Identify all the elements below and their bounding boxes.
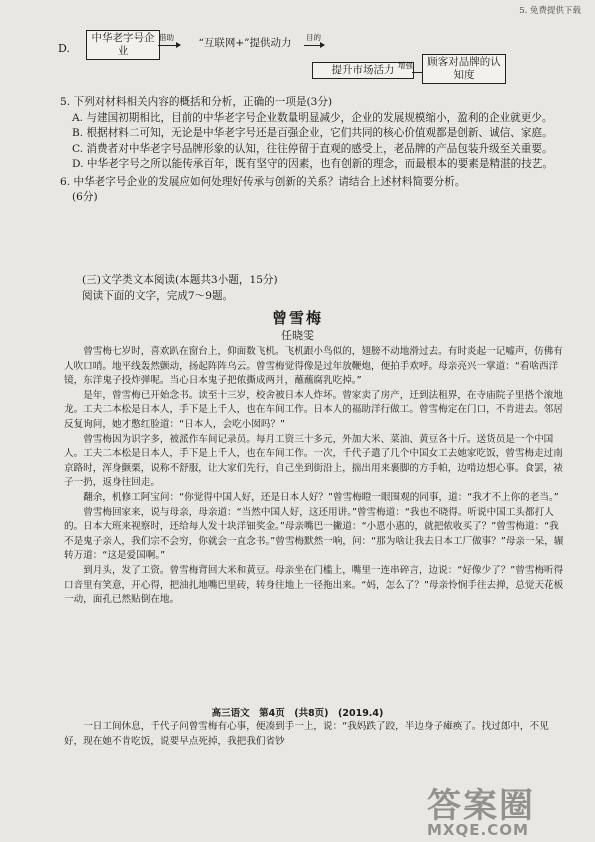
question-6-stem: 6. 中华老字号企业的发展应如何处理好传承与创新的关系？请结合上述材料简要分析。 — [60, 175, 466, 188]
question-5-stem: 5. 下列对材料相关内容的概括和分析，正确的一项是(3分) — [60, 96, 333, 108]
question-5 — [60, 95, 565, 206]
question-5-option-d: D. 中华老字号之所以能传承百年，既有坚守的因素，也有创新的理念，而最根本的要素是精湛的技艺。 — [72, 158, 553, 170]
flow-diagram — [58, 30, 546, 100]
section-header — [82, 273, 562, 304]
story-continuation — [64, 720, 567, 749]
question-5-option-b: B. 根据材料二可知，无论是中华老字号还是百强企业，它们共同的核心价值观都是创新、诚信、家庭。 — [72, 127, 553, 139]
top-note: 5. 免费提供下载 — [519, 6, 581, 16]
story-paragraph: 曾雪梅七岁时，喜欢趴在窗台上，仰面数飞机。飞机跟小鸟似的，翅膀不动地滑过去。有时炎起一记嘘声，仿佛有人吹口哨。地平线轰然颤动，扬起阵阵乌云。曾雪梅觉得像是过年放鞭炮，便拍手欢呼。母亲亮兴一掌道：“看啥西洋镜，东洋鬼子投炸弹呢。当心日本鬼子把侬撕成两爿，蘸蘸腐乳吃掉。” — [64, 346, 563, 387]
flow-label-enhance: 增强 — [398, 61, 413, 70]
flow-arrow-2 — [304, 45, 324, 46]
flow-box-market: 提升市场活力 — [312, 62, 414, 79]
story-paragraph: 到月头，发了工资。曾雪梅背回大米和黄豆。母亲坐在门槛上，嘴里一连串碎言，边说：“好像少了？”曾雪梅听得口音里有笑意，开心得，把油扎地嘴巴里砖，转身往地上一径拖出来。“妈，怎么了？”母亲怜悯手往去掸，总觉天花板一动，面孔已然贴倒在地。 — [64, 564, 564, 606]
flow-label-goal: 目的 — [306, 33, 321, 42]
story-title: 曾雪梅 — [271, 309, 323, 327]
watermark-title: 答案圈 — [427, 786, 535, 826]
flow-box-internet: “互联网+”提供动力 — [198, 37, 292, 49]
section-heading: (三)文学类文本阅读(本题共3小题，15分) — [82, 274, 278, 286]
flow-box-enterprise: 中华老字号企业 — [86, 30, 160, 60]
story-paragraph: 翻余，机修工阿宝问：“你觉得中国人好，还是日本人好？”曾雪梅瞪一眼围观的同事，道：“我才不上你的老当。” — [83, 491, 559, 503]
flow-label-via: 借助 — [159, 33, 174, 42]
story-author: 任晓雯 — [281, 329, 314, 342]
question-5-option-c: C. 消费者对中华老字号品牌形象的认知，往往停留于直观的感受上，老品牌的产品包装升级至关重要。 — [72, 142, 553, 155]
story-paragraph: 是年，曾雪梅已开始念书。读至十三岁，校舍被日本人炸坏。曾家卖了房产，迁到法租界，在寺庙院子里搭个滚地龙。工夫二本松是日本人，手下是上千人，也在车间工作。日本人的福助洋行做工。曾雪梅定在门口，不肯进去。邻居反复询问，她才憋红脸道：“日本人，会吃小囡吗？” — [64, 389, 563, 430]
flow-box-brand: 顾客对品牌的认知度 — [422, 54, 506, 84]
question-6-score: (6分) — [72, 191, 98, 203]
watermark-url: MXQE.COM — [427, 821, 529, 839]
story-paragraph: 曾雪梅因为识字多，被派作车间记录员。每月工资三十多元，外加大米、菜油、黄豆各十斤。送货员是一个中国人。工夫二本松是日本人，手下是上千人，也在车间工作。一次，千代子遣了几个中国女工去她家吃饭，曾雪梅走过南京路时，浑身颤栗，说称不舒服，让大家们先行，自己坐到街沿上，揣出用来裹脚的方手帕，边啃边想心事。食罢，裱子一扔，返身往回走。 — [64, 433, 563, 489]
story-paragraph: 曾雪梅回家来，说与母亲，母亲道：“当然中国人好，这还用讲。”曾雪梅道：“我也不晓得。听说中国工头都打人的。日本大班来视察时，还给每人发十块洋钿奖金。”母亲嘴巴一撇道：“小恩小惠的，就把侬收买了？”曾雪梅道：“我不是鬼子亲人，我们宗不会穷，你就会一直念书。”曾雪梅默然一响，问：“那为啥让我去日本工厂做事？”母亲一呆，辗转万道：“这是爱国啊。” — [64, 506, 564, 562]
story-paragraph: 一日工间休息，千代子问曾雪梅有心事，便凑到手一上，说：“我妈跌了跤，半边身子瘫痪了。找过郎中，不见好，现在她不肯吃饭，说要早点死掉，我把我们省钞 — [64, 721, 549, 747]
section-instruction: 阅读下面的文字，完成7～9题。 — [82, 289, 234, 302]
flow-arrow-1 — [158, 45, 180, 46]
page-footer: 高三语文 第4页 (共8页) (2019.4) — [211, 708, 384, 719]
flow-option-label: D. — [58, 42, 70, 55]
question-5-option-a: A. 与建国初期相比，目前的中华老字号企业数量明显减少，企业的发展规模缩小，盈利的企业就更少。 — [72, 111, 553, 124]
watermark — [427, 778, 577, 838]
story-body — [64, 345, 567, 608]
